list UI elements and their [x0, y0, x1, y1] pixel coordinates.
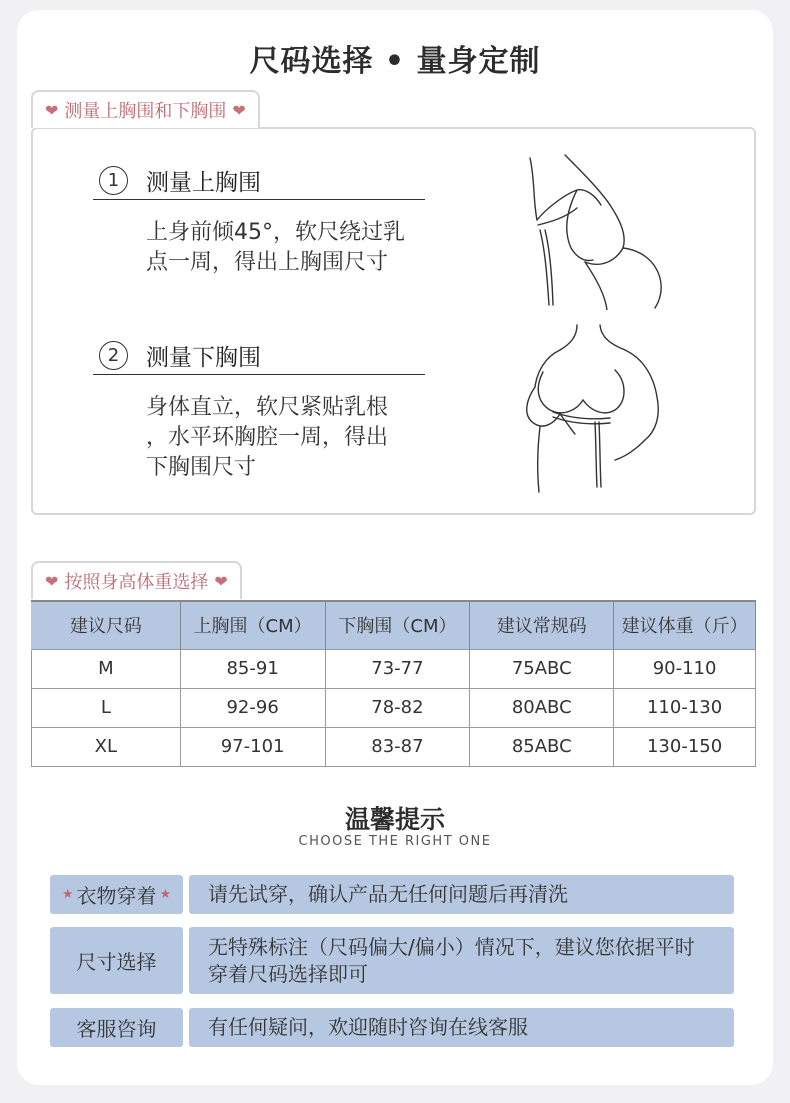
tip-label-text: 衣物穿着 [76, 884, 157, 908]
step-2-desc-line: ，水平环胸腔一周，得出 [146, 425, 389, 450]
tip-label-text: 尺寸选择 [76, 950, 157, 974]
step-1-description [146, 218, 436, 278]
table-cell: 83-87 [325, 727, 470, 766]
tips-subtitle: CHOOSE THE RIGHT ONE [298, 834, 492, 849]
table-cell: 75ABC [470, 649, 614, 688]
step-2-title: 测量下胸围 [146, 345, 261, 371]
table-cell: 130-150 [614, 727, 756, 766]
heart-icon: ❤ [45, 571, 59, 591]
table-cell: 90-110 [614, 649, 756, 688]
table-row [32, 688, 756, 727]
tip-body-service [189, 1008, 734, 1047]
size-tab [31, 561, 242, 599]
table-cell: 110-130 [614, 688, 756, 727]
underbust-measure-illustration [515, 322, 670, 494]
heart-icon: ❤ [45, 100, 59, 120]
step-2-header [93, 337, 425, 375]
heart-icon: ❤ [232, 100, 246, 120]
tip-label-service [50, 1008, 183, 1047]
measure-tab-label: 测量上胸围和下胸围 [64, 101, 227, 122]
column-header: 建议体重（斤） [614, 601, 756, 649]
step-2-desc-line: 下胸围尺寸 [146, 455, 257, 480]
table-cell: 73-77 [325, 649, 470, 688]
table-cell: M [32, 649, 181, 688]
table-row [32, 649, 756, 688]
table-cell: 85ABC [470, 727, 614, 766]
column-header: 建议尺码 [32, 601, 181, 649]
table-cell: 97-101 [180, 727, 325, 766]
tip-body-clothing [189, 875, 734, 914]
table-row [32, 727, 756, 766]
tip-label-clothing [50, 875, 183, 914]
page-title: 尺码选择 • 量身定制 [249, 44, 541, 79]
step-1-title: 测量上胸围 [146, 170, 261, 196]
column-header: 上胸围（CM） [180, 601, 325, 649]
tip-text: 请先试穿，确认产品无任何问题后再清洗 [208, 882, 568, 906]
step-1-desc-line: 点一周，得出上胸围尺寸 [146, 250, 389, 275]
tip-text: 有任何疑问，欢迎随时咨询在线客服 [208, 1015, 528, 1039]
bust-measure-illustration [505, 150, 670, 310]
table-cell: XL [32, 727, 181, 766]
column-header: 建议常规码 [470, 601, 614, 649]
tips-title: 温馨提示 [344, 805, 445, 834]
table-cell: L [32, 688, 181, 727]
table-cell: 85-91 [180, 649, 325, 688]
star-icon: ★ [61, 887, 74, 902]
step-1-desc-line: 上身前倾45°，软尺绕过乳 [146, 220, 405, 245]
tip-label-size [50, 927, 183, 994]
tip-text: 穿着尺码选择即可 [208, 961, 368, 986]
size-table-header-row [32, 601, 756, 649]
heart-icon: ❤ [214, 571, 228, 591]
table-cell: 80ABC [470, 688, 614, 727]
star-icon: ★ [159, 887, 172, 902]
measure-tab [31, 90, 260, 128]
tip-label-text: 客服咨询 [76, 1017, 157, 1041]
step-1-header [93, 162, 425, 200]
table-cell: 92-96 [180, 688, 325, 727]
table-cell: 78-82 [325, 688, 470, 727]
column-header: 下胸围（CM） [325, 601, 470, 649]
tip-body-size [189, 927, 734, 994]
size-tab-label: 按照身高体重选择 [64, 572, 209, 593]
step-2-desc-line: 身体直立，软尺紧贴乳根 [146, 395, 389, 420]
step-2-number: 2 [99, 341, 128, 370]
tip-text: 无特殊标注（尺码偏大/偏小）情况下，建议您依据平时 [208, 934, 695, 959]
step-2-description [146, 393, 436, 483]
size-table [31, 600, 756, 767]
step-1-number: 1 [99, 166, 128, 195]
